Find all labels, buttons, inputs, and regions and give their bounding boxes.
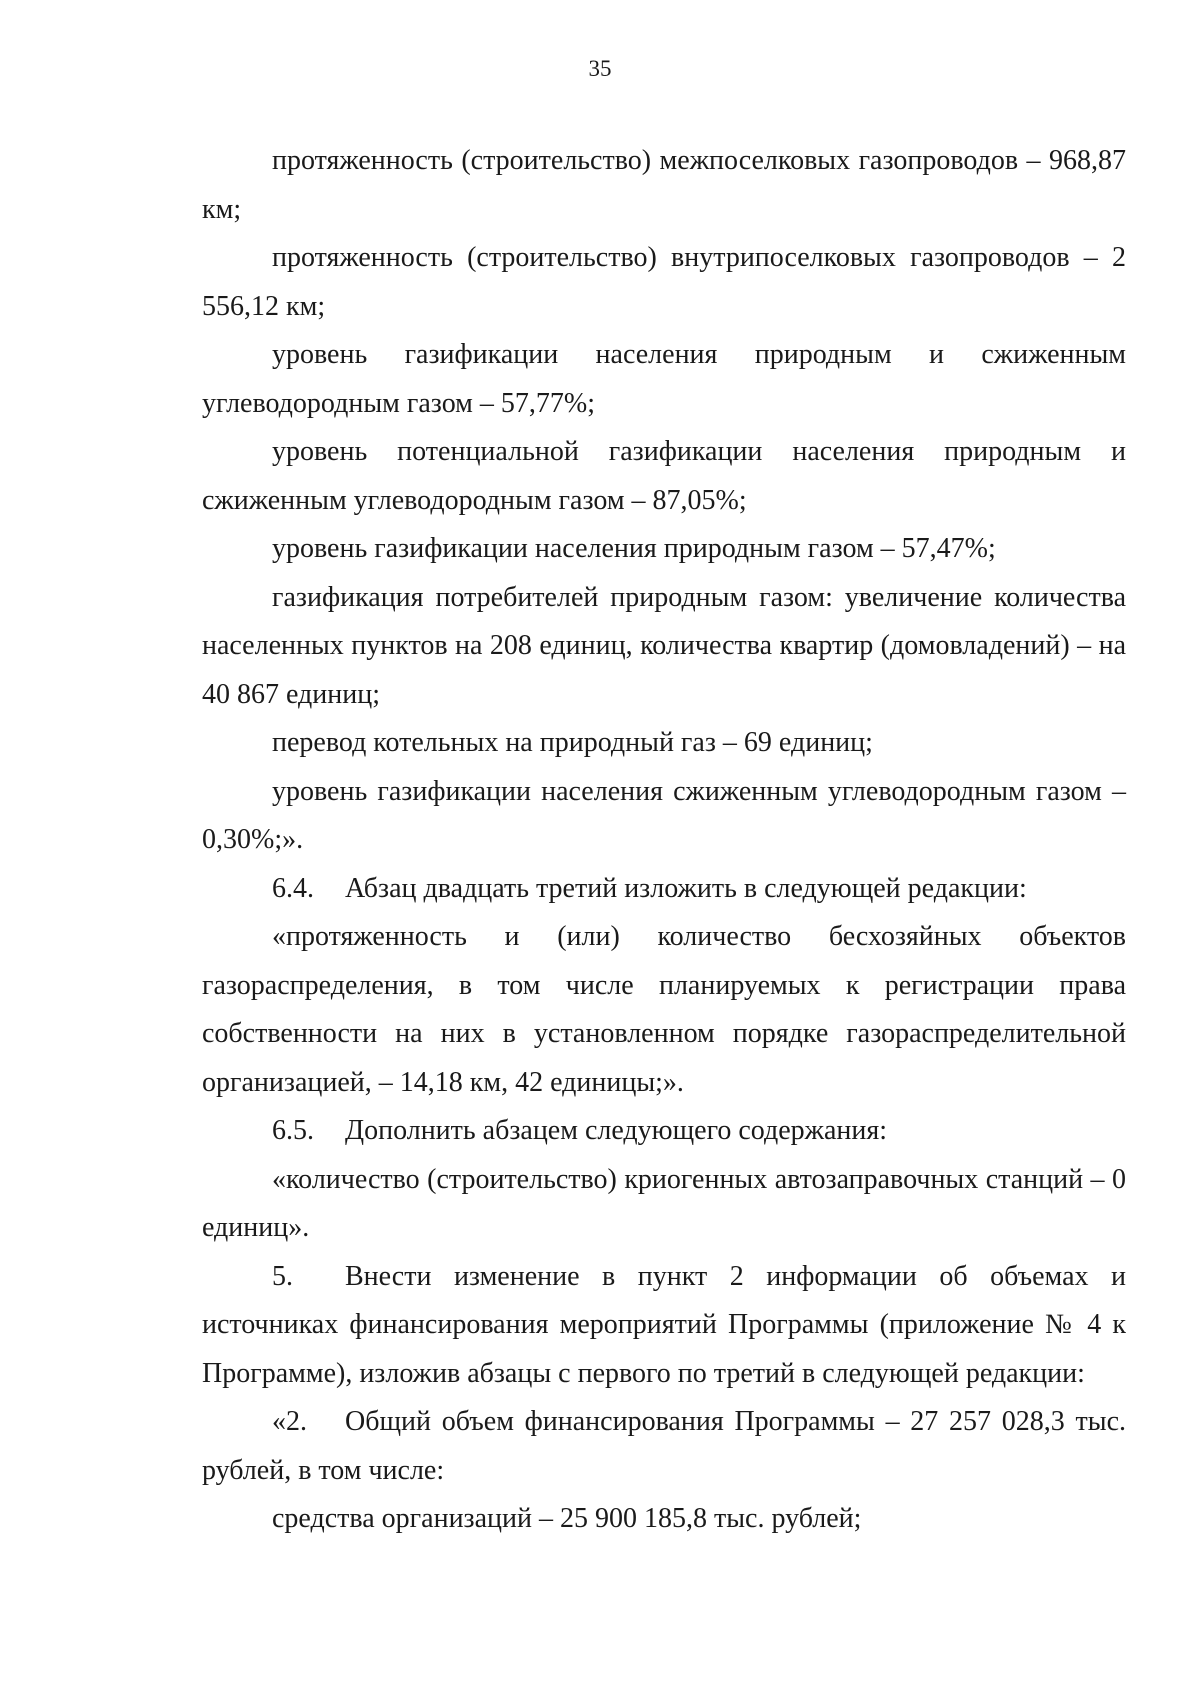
paragraph-9: [202, 865, 1126, 914]
item-number: 5.: [272, 1260, 293, 1292]
item-number: «2.: [272, 1406, 307, 1437]
item-text: Общий объем финансирования Программы – 27 257 028,3 тыс. рублей, в том числе:: [202, 1406, 1126, 1486]
document-body: [202, 137, 1126, 1544]
item-text: Дополнить абзацем следующего содержания:: [345, 1115, 888, 1146]
paragraph-4: уровень потенциальной газификации населения природным и сжиженным углеводородным газом – 87,05%;: [202, 436, 1126, 516]
paragraph-10: «протяженность и (или) количество бесхозяйных объектов газораспределения, в том числе планируемых к регистрации права собственности на них в установленном порядке газораспределительной организацией, – 14,18 км, 42 единицы;».: [202, 921, 1126, 1098]
item-number: 6.5.: [272, 1115, 314, 1146]
paragraph-15: средства организаций – 25 900 185,8 тыс. рублей;: [272, 1503, 862, 1534]
paragraph-14: [202, 1398, 1126, 1495]
paragraph-12: «количество (строительство) криогенных автозаправочных станций – 0 единиц».: [202, 1163, 1126, 1243]
paragraph-2: протяженность (строительство) внутрипоселковых газопроводов – 2 556,12 км;: [202, 242, 1126, 322]
item-number: 6.4.: [272, 872, 314, 904]
paragraph-11: [202, 1107, 1126, 1156]
page-number: 35: [588, 56, 612, 81]
paragraph-5: уровень газификации населения природным газом – 57,47%;: [272, 533, 996, 564]
paragraph-13: [202, 1253, 1126, 1399]
paragraph-3: уровень газификации населения природным и сжиженным углеводородным газом – 57,77%;: [202, 339, 1126, 419]
paragraph-1: протяженность (строительство) межпоселковых газопроводов – 968,87 км;: [202, 145, 1126, 225]
paragraph-8: уровень газификации населения сжиженным углеводородным газом – 0,30%;».: [202, 775, 1126, 855]
item-text: Абзац двадцать третий изложить в следующей редакции:: [345, 872, 1027, 904]
paragraph-7: перевод котельных на природный газ – 69 единиц;: [272, 727, 873, 758]
paragraph-6: газификация потребителей природным газом: увеличение количества населенных пунктов на 208 единиц, количества квартир (домовладений) – на 40 867 единиц;: [202, 581, 1126, 710]
item-text: Внести изменение в пункт 2 информации об объемах и источниках финансирования мероприятий Программы (приложение № 4 к Программе), изложив абзацы с первого по третий в следующей редакции:: [202, 1260, 1126, 1389]
